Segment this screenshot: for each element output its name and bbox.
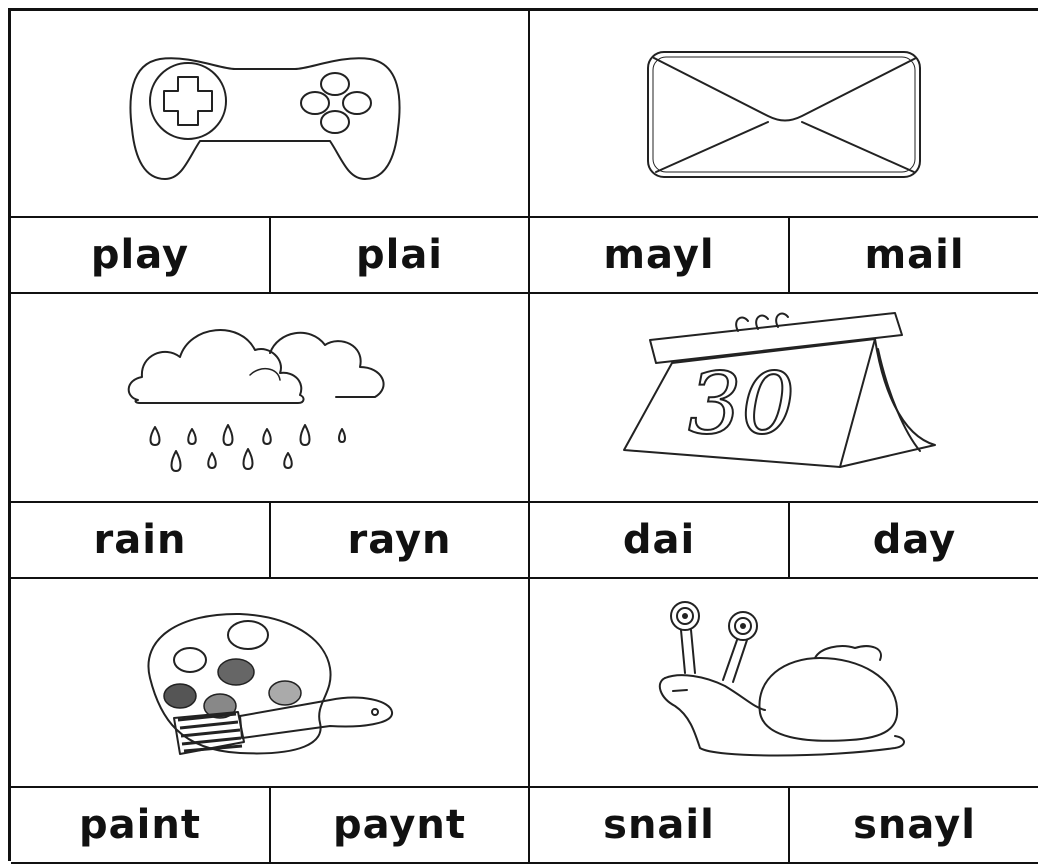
word-text: snail: [603, 802, 715, 848]
word-text: day: [872, 517, 957, 563]
worksheet: [8, 8, 1038, 861]
calendar-icon: [620, 305, 950, 490]
word-row-2: [11, 503, 1038, 579]
picture-cell-envelope: [530, 11, 1038, 218]
word-option[interactable]: [790, 503, 1038, 579]
picture-row-3: [11, 579, 1038, 788]
word-option[interactable]: [271, 788, 530, 864]
word-option[interactable]: [530, 218, 790, 294]
word-text: mail: [864, 232, 965, 278]
picture-cell-paint-palette: [11, 579, 530, 788]
word-option[interactable]: [530, 503, 790, 579]
word-text: rayn: [347, 517, 452, 563]
word-text: plai: [355, 232, 444, 278]
word-text: dai: [622, 517, 696, 563]
word-option[interactable]: [790, 788, 1038, 864]
word-row-3: [11, 788, 1038, 864]
word-option[interactable]: [11, 218, 271, 294]
word-option[interactable]: [271, 218, 530, 294]
picture-row-1: [11, 11, 1038, 218]
word-option[interactable]: [11, 503, 271, 579]
game-controller-icon: [120, 39, 420, 189]
picture-row-2: [11, 294, 1038, 503]
word-text: play: [90, 232, 190, 278]
word-option[interactable]: [790, 218, 1038, 294]
picture-cell-snail: [530, 579, 1038, 788]
snail-icon: [645, 598, 925, 768]
paint-palette-icon: [120, 608, 420, 758]
word-row-1: [11, 218, 1038, 294]
word-option[interactable]: [271, 503, 530, 579]
word-text: paint: [79, 802, 201, 848]
word-option[interactable]: [11, 788, 271, 864]
word-text: snayl: [853, 802, 976, 848]
word-text: paynt: [332, 802, 467, 848]
picture-cell-game-controller: [11, 11, 530, 218]
word-text: mayl: [603, 232, 715, 278]
picture-cell-rain-cloud: [11, 294, 530, 503]
calendar-number: 30: [687, 355, 795, 453]
envelope-icon: [640, 44, 930, 184]
picture-cell-calendar: [530, 294, 1038, 503]
raindrops: [150, 425, 345, 471]
word-text: rain: [93, 517, 187, 563]
rain-cloud-icon: [120, 305, 420, 490]
word-option[interactable]: [530, 788, 790, 864]
